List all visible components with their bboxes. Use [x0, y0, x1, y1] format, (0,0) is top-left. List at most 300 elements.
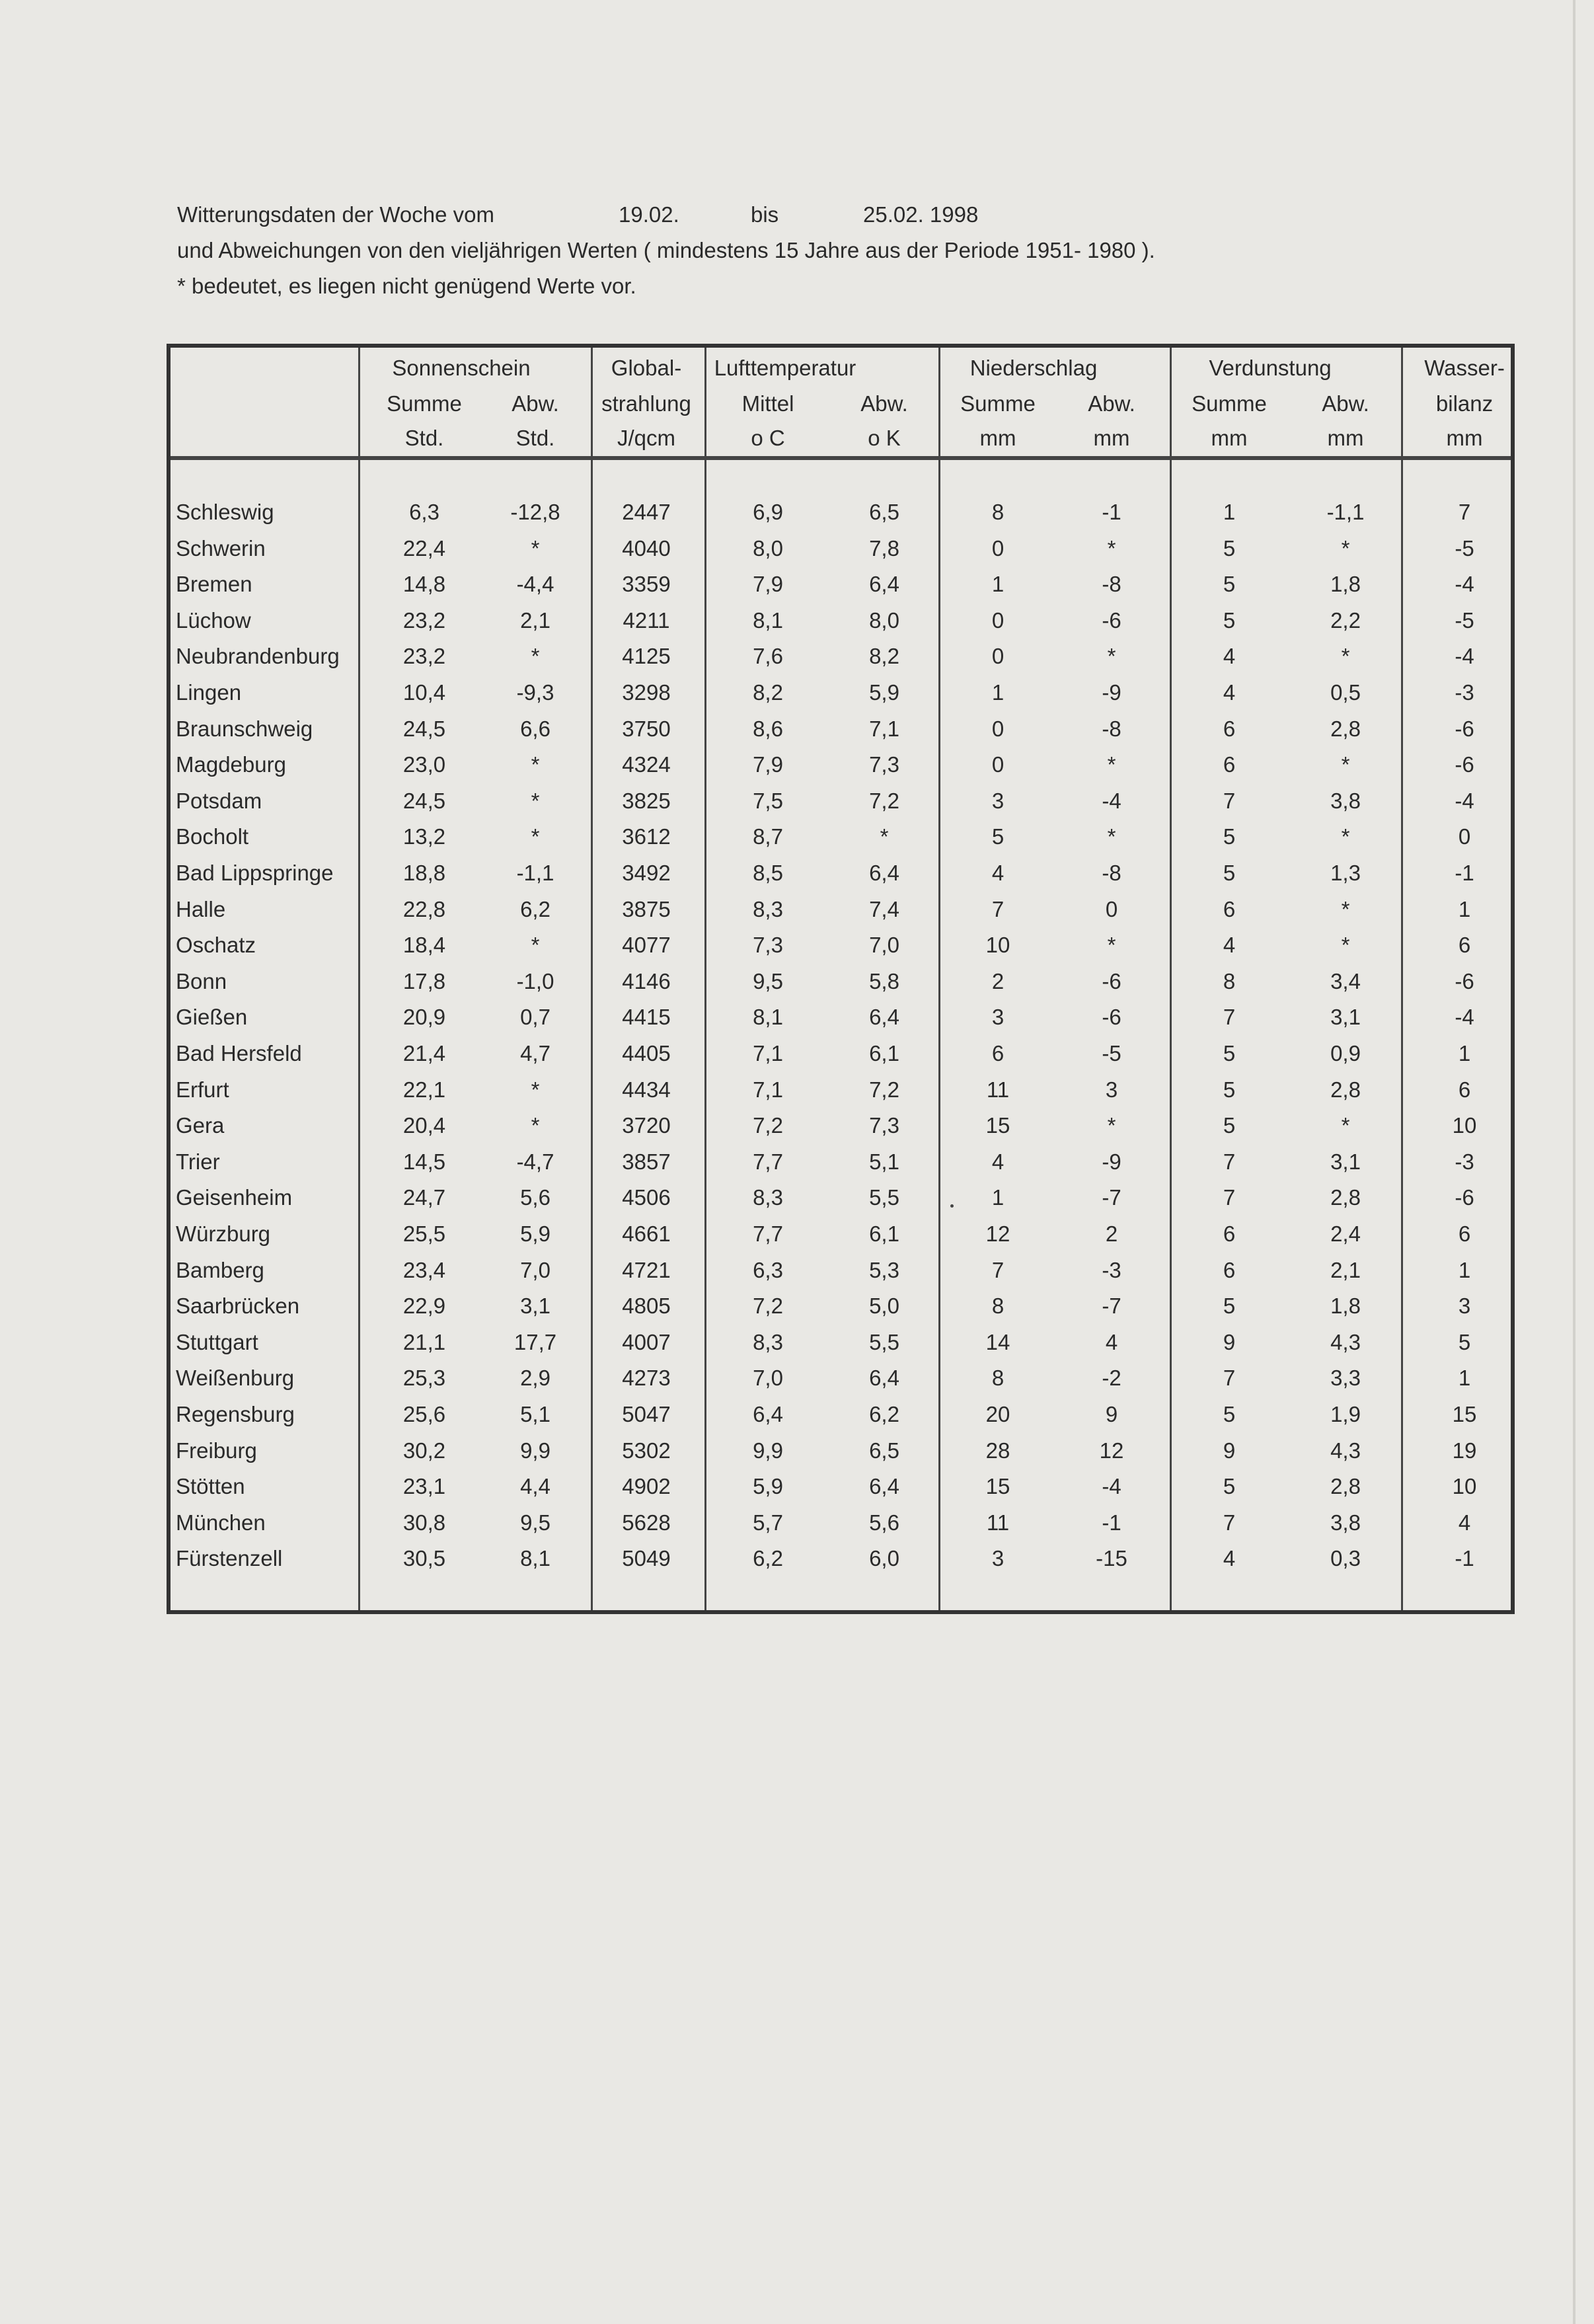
station-name: Saarbrücken	[176, 1294, 300, 1319]
cell-nieder-summe: 11	[986, 1510, 1010, 1535]
cell-global: 5302	[622, 1438, 671, 1463]
cell-luft-mittel: 7,2	[753, 1294, 783, 1319]
cell-verdunst-summe: 8	[1223, 968, 1236, 993]
cell-luft-abw: 6,2	[869, 1402, 899, 1426]
cell-sonne-abw: -1,0	[516, 968, 554, 993]
cell-nieder-summe: 7	[991, 1257, 1005, 1282]
cell-nieder-summe: 3	[991, 1546, 1005, 1571]
header-date-to: 25.02. 1998	[863, 202, 979, 227]
cell-global: 3612	[622, 824, 671, 849]
cell-luft-mittel: 8,3	[753, 1329, 783, 1354]
cell-sonne-summe: 18,4	[402, 933, 446, 958]
cell-luft-mittel: 7,1	[753, 1077, 783, 1102]
station-name: Bocholt	[176, 824, 249, 849]
table-row	[171, 1397, 1511, 1432]
cell-nieder-abw: -5	[1102, 1041, 1121, 1065]
cell-nieder-abw: -6	[1102, 1005, 1121, 1030]
cell-sonne-abw: 7,0	[520, 1257, 550, 1282]
cell-verdunst-abw: *	[1341, 824, 1350, 849]
cell-nieder-summe: 0	[991, 752, 1005, 777]
cell-wasser-bilanz: 10	[1452, 1113, 1477, 1138]
cell-verdunst-abw: 1,9	[1330, 1402, 1361, 1426]
table-row	[171, 531, 1511, 566]
cell-global: 4721	[622, 1257, 671, 1282]
col-group-wasser: Wasser-	[1424, 356, 1505, 380]
cell-nieder-summe: 5	[991, 824, 1005, 849]
cell-nieder-abw: -2	[1102, 1366, 1121, 1391]
header-date-from: 19.02.	[619, 202, 679, 227]
cell-verdunst-abw: 2,8	[1330, 1077, 1361, 1102]
cell-sonne-summe: 24,5	[402, 788, 446, 813]
cell-global: 4077	[622, 933, 671, 958]
cell-luft-abw: 7,1	[869, 716, 899, 741]
cell-luft-mittel: 9,5	[753, 968, 783, 993]
cell-sonne-abw: 9,9	[520, 1438, 550, 1463]
cell-sonne-abw: -4,7	[516, 1149, 554, 1174]
cell-wasser-bilanz: 19	[1452, 1438, 1477, 1463]
cell-global: 4007	[622, 1329, 671, 1354]
cell-nieder-summe: 0	[991, 535, 1005, 561]
cell-luft-abw: 6,4	[869, 1366, 899, 1391]
page-edge	[1573, 0, 1575, 2324]
cell-nieder-abw: -9	[1102, 1149, 1121, 1174]
station-name: Fürstenzell	[176, 1546, 283, 1571]
cell-wasser-bilanz: -4	[1455, 788, 1474, 813]
cell-sonne-summe: 30,8	[402, 1510, 446, 1535]
col-wasser-bilanz: bilanz	[1435, 391, 1494, 416]
cell-global: 5628	[622, 1510, 671, 1535]
unit-verdunst-summe: mm	[1211, 426, 1248, 450]
cell-luft-abw: 5,3	[869, 1257, 899, 1282]
cell-sonne-summe: 22,4	[402, 535, 446, 561]
col-verdunst-abw: Abw.	[1322, 391, 1369, 416]
station-name: Lüchow	[176, 607, 251, 633]
table-row	[171, 819, 1511, 855]
cell-sonne-summe: 14,8	[402, 572, 446, 597]
cell-luft-mittel: 8,5	[753, 861, 783, 885]
col-group-lufttemperatur: Lufttemperatur	[714, 356, 856, 380]
table-row	[171, 639, 1511, 674]
cell-luft-mittel: 8,3	[753, 896, 783, 921]
unit-luft-mittel: o C	[751, 426, 785, 450]
cell-luft-mittel: 7,7	[753, 1149, 783, 1174]
station-name: Stötten	[176, 1474, 245, 1499]
station-name: Gießen	[176, 1005, 248, 1030]
cell-luft-abw: 5,8	[869, 968, 899, 993]
cell-verdunst-abw: *	[1341, 752, 1350, 777]
cell-nieder-summe: 10	[985, 933, 1010, 958]
cell-luft-mittel: 8,6	[753, 716, 783, 741]
cell-sonne-summe: 22,8	[402, 896, 446, 921]
cell-sonne-abw: 5,9	[520, 1221, 550, 1246]
cell-wasser-bilanz: -5	[1455, 535, 1474, 561]
cell-sonne-abw: *	[531, 535, 540, 561]
cell-nieder-summe: 3	[991, 1005, 1005, 1030]
cell-wasser-bilanz: -3	[1455, 680, 1474, 705]
cell-luft-mittel: 6,3	[753, 1257, 783, 1282]
cell-sonne-summe: 23,4	[402, 1257, 446, 1282]
cell-global: 3492	[622, 861, 671, 885]
cell-nieder-summe: 7	[991, 896, 1005, 921]
station-name: Regensburg	[176, 1402, 295, 1426]
unit-verdunst-abw: mm	[1327, 426, 1364, 450]
cell-sonne-abw: *	[531, 1113, 540, 1138]
cell-luft-abw: 7,0	[869, 933, 899, 958]
unit-luft-abw: o K	[868, 426, 901, 450]
cell-luft-abw: 6,4	[869, 1005, 899, 1030]
col-sonne-summe: Summe	[387, 391, 462, 416]
cell-global: 4211	[623, 607, 670, 633]
cell-verdunst-abw: 2,8	[1330, 1185, 1361, 1210]
cell-sonne-abw: *	[531, 824, 540, 849]
station-name: Braunschweig	[176, 716, 313, 741]
cell-luft-abw: 6,4	[869, 1474, 899, 1499]
cell-sonne-summe: 20,9	[402, 1005, 446, 1030]
col-nieder-summe: Summe	[960, 391, 1036, 416]
cell-wasser-bilanz: -6	[1455, 752, 1474, 777]
cell-sonne-summe: 21,4	[402, 1041, 446, 1065]
unit-sonne-summe: Std.	[404, 426, 444, 450]
cell-sonne-summe: 23,1	[402, 1474, 446, 1499]
cell-wasser-bilanz: -3	[1455, 1149, 1474, 1174]
cell-luft-abw: 6,4	[869, 861, 899, 885]
cell-nieder-summe: 8	[991, 500, 1005, 524]
cell-verdunst-summe: 6	[1223, 1221, 1236, 1246]
table-row	[171, 675, 1511, 711]
cell-verdunst-abw: 1,3	[1330, 861, 1361, 885]
cell-sonne-abw: 3,1	[520, 1294, 550, 1319]
cell-verdunst-summe: 9	[1223, 1329, 1236, 1354]
cell-sonne-summe: 25,6	[402, 1402, 446, 1426]
cell-verdunst-abw: 0,5	[1330, 680, 1361, 705]
header-footnote: * bedeutet, es liegen nicht genügend Werte vor.	[177, 274, 636, 298]
table-row	[171, 1253, 1511, 1288]
cell-global: 4661	[622, 1221, 671, 1246]
cell-global: 3857	[622, 1149, 671, 1174]
cell-sonne-summe: 30,2	[402, 1438, 446, 1463]
weather-table	[167, 344, 1515, 1614]
cell-wasser-bilanz: 6	[1458, 933, 1471, 958]
cell-wasser-bilanz: 4	[1458, 1510, 1471, 1535]
cell-verdunst-summe: 5	[1223, 607, 1236, 633]
cell-luft-abw: 8,0	[869, 607, 899, 633]
cell-luft-mittel: 7,1	[753, 1041, 783, 1065]
cell-nieder-summe: 11	[986, 1077, 1010, 1102]
cell-verdunst-abw: 2,8	[1330, 716, 1361, 741]
cell-global: 3875	[622, 896, 671, 921]
unit-nieder-summe: mm	[979, 426, 1016, 450]
cell-verdunst-summe: 5	[1223, 1402, 1236, 1426]
cell-luft-mittel: 7,6	[753, 644, 783, 669]
cell-wasser-bilanz: 6	[1458, 1221, 1471, 1246]
table-row	[171, 1216, 1511, 1252]
cell-global: 2447	[622, 500, 671, 524]
cell-sonne-summe: 23,2	[402, 607, 446, 633]
cell-global: 3720	[622, 1113, 671, 1138]
table-row	[171, 1180, 1511, 1216]
cell-luft-mittel: 6,2	[753, 1546, 783, 1571]
cell-global: 3750	[622, 716, 671, 741]
header-week-label: Witterungsdaten der Woche vom	[177, 202, 494, 227]
cell-nieder-abw: -8	[1102, 572, 1121, 597]
cell-verdunst-summe: 7	[1223, 788, 1236, 813]
col-group-verdunstung: Verdunstung	[1209, 356, 1332, 380]
cell-verdunst-summe: 5	[1223, 535, 1236, 561]
cell-nieder-abw: 0	[1105, 896, 1118, 921]
cell-luft-abw: 6,0	[869, 1546, 899, 1571]
cell-nieder-summe: 8	[991, 1366, 1005, 1391]
cell-wasser-bilanz: -1	[1455, 861, 1474, 885]
cell-wasser-bilanz: 6	[1458, 1077, 1471, 1102]
cell-nieder-summe: 14	[985, 1329, 1010, 1354]
cell-verdunst-abw: 2,8	[1330, 1474, 1361, 1499]
cell-global: 4273	[622, 1366, 671, 1391]
cell-nieder-summe: 8	[991, 1294, 1005, 1319]
table-row	[171, 494, 1511, 530]
table-row	[171, 964, 1511, 999]
cell-nieder-abw: -1	[1102, 1510, 1121, 1535]
cell-nieder-abw: *	[1107, 535, 1116, 561]
station-name: Gera	[176, 1113, 225, 1138]
cell-wasser-bilanz: -5	[1455, 607, 1474, 633]
cell-nieder-abw: *	[1107, 644, 1116, 669]
cell-verdunst-abw: 3,1	[1330, 1149, 1361, 1174]
cell-nieder-summe: 1	[991, 680, 1005, 705]
cell-sonne-abw: *	[531, 933, 540, 958]
cell-wasser-bilanz: 7	[1458, 500, 1471, 524]
col-verdunst-summe: Summe	[1192, 391, 1267, 416]
cell-sonne-abw: 5,6	[520, 1185, 550, 1210]
cell-verdunst-abw: 2,2	[1330, 607, 1361, 633]
cell-wasser-bilanz: 0	[1458, 824, 1471, 849]
station-name: Bamberg	[176, 1257, 264, 1282]
cell-verdunst-abw: 1,8	[1330, 572, 1361, 597]
col-luft-mittel: Mittel	[741, 391, 794, 416]
cell-sonne-summe: 6,3	[409, 500, 439, 524]
cell-verdunst-summe: 7	[1223, 1185, 1236, 1210]
cell-verdunst-summe: 6	[1223, 896, 1236, 921]
cell-verdunst-summe: 5	[1223, 572, 1236, 597]
cell-global: 5049	[622, 1546, 671, 1571]
table-row	[171, 1144, 1511, 1180]
col-global-strahlung: strahlung	[601, 391, 691, 416]
cell-global: 5047	[622, 1402, 671, 1426]
station-name: Geisenheim	[176, 1185, 293, 1210]
cell-global: 4146	[622, 968, 671, 993]
cell-sonne-abw: *	[531, 1077, 540, 1102]
unit-sonne-abw: Std.	[515, 426, 555, 450]
cell-verdunst-summe: 7	[1223, 1510, 1236, 1535]
cell-luft-abw: 5,1	[869, 1149, 899, 1174]
cell-luft-mittel: 8,3	[753, 1185, 783, 1210]
cell-wasser-bilanz: 1	[1458, 1041, 1471, 1065]
col-sonne-abw: Abw.	[512, 391, 559, 416]
cell-verdunst-abw: 0,9	[1330, 1041, 1361, 1065]
station-name: Oschatz	[176, 933, 256, 958]
table-row	[171, 711, 1511, 747]
cell-verdunst-summe: 5	[1223, 824, 1236, 849]
cell-luft-mittel: 7,9	[753, 572, 783, 597]
cell-wasser-bilanz: -4	[1455, 644, 1474, 669]
station-name: Schwerin	[176, 535, 266, 561]
station-name: Neubrandenburg	[176, 644, 340, 669]
cell-wasser-bilanz: -4	[1455, 1005, 1474, 1030]
col-group-sonnenschein: Sonnenschein	[392, 356, 531, 380]
cell-luft-mittel: 8,1	[753, 607, 783, 633]
station-name: Erfurt	[176, 1077, 229, 1102]
cell-verdunst-summe: 4	[1223, 680, 1236, 705]
header-line-2: und Abweichungen von den vieljährigen Werten ( mindestens 15 Jahre aus der Periode 1951- 1980 ).	[177, 238, 1155, 262]
cell-luft-mittel: 7,9	[753, 752, 783, 777]
cell-sonne-summe: 25,3	[402, 1366, 446, 1391]
cell-global: 4506	[622, 1185, 671, 1210]
cell-verdunst-abw: 0,3	[1330, 1546, 1361, 1571]
cell-wasser-bilanz: -6	[1455, 1185, 1474, 1210]
cell-luft-mittel: 7,2	[753, 1113, 783, 1138]
cell-luft-mittel: 9,9	[753, 1438, 783, 1463]
cell-wasser-bilanz: 1	[1458, 1257, 1471, 1282]
cell-sonne-abw: *	[531, 644, 540, 669]
table-row	[171, 1433, 1511, 1469]
table-row	[171, 566, 1511, 602]
cell-verdunst-summe: 5	[1223, 1113, 1236, 1138]
cell-luft-abw: 5,0	[869, 1294, 899, 1319]
table-row	[171, 855, 1511, 891]
cell-sonne-abw: -9,3	[516, 680, 554, 705]
cell-verdunst-summe: 4	[1223, 644, 1236, 669]
cell-verdunst-summe: 7	[1223, 1366, 1236, 1391]
cell-nieder-abw: *	[1107, 824, 1116, 849]
station-name: Lingen	[176, 680, 242, 705]
cell-nieder-abw: 9	[1105, 1402, 1118, 1426]
cell-luft-abw: 7,8	[869, 535, 899, 561]
cell-luft-abw: 7,2	[869, 1077, 899, 1102]
cell-luft-mittel: 8,2	[753, 680, 783, 705]
station-name: Halle	[176, 896, 226, 921]
cell-nieder-summe: 2	[991, 968, 1005, 993]
table-row	[171, 999, 1511, 1035]
cell-sonne-summe: 23,2	[402, 644, 446, 669]
cell-sonne-abw: 9,5	[520, 1510, 550, 1535]
cell-luft-abw: 7,3	[869, 752, 899, 777]
stray-mark	[950, 1204, 954, 1208]
cell-wasser-bilanz: 10	[1452, 1474, 1477, 1499]
cell-verdunst-abw: 2,4	[1330, 1221, 1361, 1246]
station-name: Magdeburg	[176, 752, 286, 777]
cell-verdunst-abw: *	[1341, 535, 1350, 561]
cell-global: 4324	[622, 752, 671, 777]
cell-verdunst-abw: 3,8	[1330, 1510, 1361, 1535]
cell-luft-abw: 8,2	[869, 644, 899, 669]
cell-sonne-summe: 23,0	[402, 752, 446, 777]
cell-nieder-summe: 1	[991, 572, 1005, 597]
cell-sonne-summe: 25,5	[402, 1221, 446, 1246]
cell-sonne-summe: 21,1	[402, 1329, 446, 1354]
cell-luft-abw: 6,4	[869, 572, 899, 597]
cell-nieder-summe: 20	[985, 1402, 1010, 1426]
cell-sonne-abw: 8,1	[520, 1546, 550, 1571]
table-row	[171, 783, 1511, 819]
cell-wasser-bilanz: 1	[1458, 896, 1471, 921]
cell-verdunst-summe: 6	[1223, 716, 1236, 741]
cell-sonne-summe: 24,7	[402, 1185, 446, 1210]
table-row	[171, 1288, 1511, 1324]
cell-sonne-abw: 4,7	[520, 1041, 550, 1065]
table-row	[171, 747, 1511, 783]
cell-sonne-abw: -4,4	[516, 572, 554, 597]
cell-nieder-abw: 12	[1099, 1438, 1124, 1463]
cell-global: 4415	[622, 1005, 671, 1030]
cell-verdunst-abw: 3,4	[1330, 968, 1361, 993]
unit-nieder-abw: mm	[1093, 426, 1130, 450]
station-name: Bremen	[176, 572, 252, 597]
cell-sonne-abw: 2,1	[520, 607, 550, 633]
station-name: Bad Hersfeld	[176, 1041, 302, 1065]
cell-verdunst-summe: 5	[1223, 1077, 1236, 1102]
col-luft-abw: Abw.	[860, 391, 908, 416]
cell-verdunst-abw: *	[1341, 933, 1350, 958]
cell-global: 4434	[622, 1077, 671, 1102]
cell-verdunst-summe: 1	[1223, 500, 1236, 524]
table-row	[171, 1541, 1511, 1576]
cell-verdunst-abw: *	[1341, 1113, 1350, 1138]
cell-luft-abw: 6,1	[869, 1041, 899, 1065]
station-name: München	[176, 1510, 266, 1535]
cell-sonne-summe: 22,1	[402, 1077, 446, 1102]
cell-nieder-abw: -1	[1102, 500, 1121, 524]
cell-luft-abw: 7,4	[869, 896, 899, 921]
cell-sonne-summe: 24,5	[402, 716, 446, 741]
cell-verdunst-summe: 5	[1223, 1474, 1236, 1499]
table-row	[171, 1325, 1511, 1360]
cell-global: 3825	[622, 788, 671, 813]
cell-sonne-summe: 20,4	[402, 1113, 446, 1138]
cell-luft-mittel: 8,7	[753, 824, 783, 849]
cell-sonne-summe: 22,9	[402, 1294, 446, 1319]
cell-wasser-bilanz: 1	[1458, 1366, 1471, 1391]
cell-verdunst-summe: 6	[1223, 1257, 1236, 1282]
station-name: Würzburg	[176, 1221, 271, 1246]
station-name: Stuttgart	[176, 1329, 258, 1354]
unit-global: J/qcm	[617, 426, 676, 450]
cell-sonne-summe: 10,4	[402, 680, 446, 705]
cell-luft-abw: 7,2	[869, 788, 899, 813]
cell-nieder-abw: -9	[1102, 680, 1121, 705]
col-nieder-abw: Abw.	[1088, 391, 1135, 416]
station-name: Potsdam	[176, 788, 262, 813]
cell-sonne-summe: 18,8	[402, 861, 446, 885]
cell-nieder-abw: -6	[1102, 607, 1121, 633]
cell-nieder-summe: 0	[991, 644, 1005, 669]
cell-verdunst-abw: -1,1	[1326, 500, 1365, 524]
cell-verdunst-summe: 5	[1223, 1294, 1236, 1319]
cell-sonne-abw: 0,7	[520, 1005, 550, 1030]
col-group-niederschlag: Niederschlag	[969, 356, 1098, 380]
cell-nieder-abw: -15	[1096, 1546, 1127, 1571]
cell-verdunst-summe: 7	[1223, 1005, 1236, 1030]
cell-verdunst-abw: *	[1341, 644, 1350, 669]
cell-luft-abw: 5,6	[869, 1510, 899, 1535]
cell-verdunst-abw: 4,3	[1330, 1329, 1361, 1354]
cell-luft-abw: *	[880, 824, 889, 849]
header-rule	[171, 456, 1511, 460]
cell-verdunst-summe: 4	[1223, 1546, 1236, 1571]
station-name: Freiburg	[176, 1438, 257, 1463]
cell-global: 4405	[622, 1041, 671, 1065]
cell-sonne-abw: 2,9	[520, 1366, 550, 1391]
cell-luft-abw: 5,5	[869, 1329, 899, 1354]
cell-luft-mittel: 8,1	[753, 1005, 783, 1030]
